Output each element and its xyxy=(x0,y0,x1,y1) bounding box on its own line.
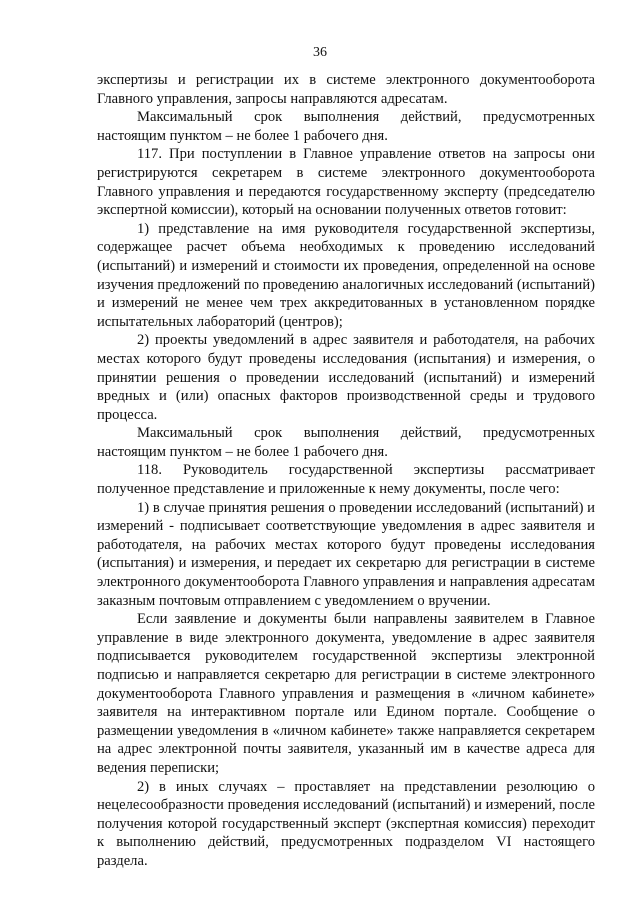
page-number: 36 xyxy=(313,45,327,60)
paragraph-continuation: экспертизы и регистрации их в системе электронного документооборота Главного управления, запросы направляются адресатам. xyxy=(97,72,595,107)
paragraph-deadline-1: Максимальный срок выполнения действий, предусмотренных настоящим пунктом – не более 1 рабочего дня. xyxy=(97,109,595,144)
paragraph-deadline-2: Максимальный срок выполнения действий, предусмотренных настоящим пунктом – не более 1 рабочего дня. xyxy=(97,425,595,460)
paragraph-117-subitem-1: 1) представление на имя руководителя государственной экспертизы, содержащее расчет объема необходимых к проведению исследований (испытаний) и измерений и стоимости их проведения, определенной на основе изучения предложений по проведению аналогичных исследований (испытаний) и измерений не менее чем трех аккредитованных в установленном порядке испытательных лабораторий (центров); xyxy=(97,220,595,330)
document-body xyxy=(97,71,595,871)
paragraph-electronic-submission: Если заявление и документы были направлены заявителем в Главное управление в виде электронного документа, уведомление в адрес заявителя подписывается руководителем государственной экспертизы электронной подписью и направляется секретарю для регистрации в системе электронного документооборота Главного управления и размещения в «личном кабинете» заявителя на интерактивном портале или Едином портале. Сообщение о размещении уведомления в «личном кабинете» также направляется секретарем на адрес электронной почты заявителя, указанный им в качестве адреса для ведения переписки; xyxy=(97,611,595,776)
paragraph-item-118: 118. Руководитель государственной экспертизы рассматривает полученное представление и приложенные к нему документы, после чего: xyxy=(97,462,595,498)
paragraph-118-subitem-1: 1) в случае принятия решения о проведении исследований (испытаний) и измерений - подписывает соответствующие уведомления в адрес заявителя и работодателя, на рабочих местах которого будут проведены исследования (испытания) и измерения, и передает их секретарю для регистрации в системе электронного документооборота Главного управления и направления адресатам заказным почтовым отправлением с уведомлением о вручении. xyxy=(97,499,595,609)
paragraph-item-117: 117. При поступлении в Главное управление ответов на запросы они регистрируются секретарем в системе электронного документооборота Главного управления и передаются государственному эксперту (председателю экспертной комиссии), который на основании полученных ответов готовит: xyxy=(97,146,595,219)
paragraph-117-subitem-2: 2) проекты уведомлений в адрес заявителя и работодателя, на рабочих местах которого будут проведены исследования (испытания) и измерения, о принятии решения о проведении исследований (испытаний) и измерений вредных и (или) опасных факторов производственной среды и трудового процесса. xyxy=(97,332,595,423)
paragraph-118-subitem-2: 2) в иных случаях – проставляет на представлении резолюцию о нецелесообразности проведения исследований (испытаний) и измерений, после получения которой государственный эксперт (экспертная комиссия) переходит к выполнению действий, предусмотренных подразделом VI настоящего раздела. xyxy=(97,778,595,869)
